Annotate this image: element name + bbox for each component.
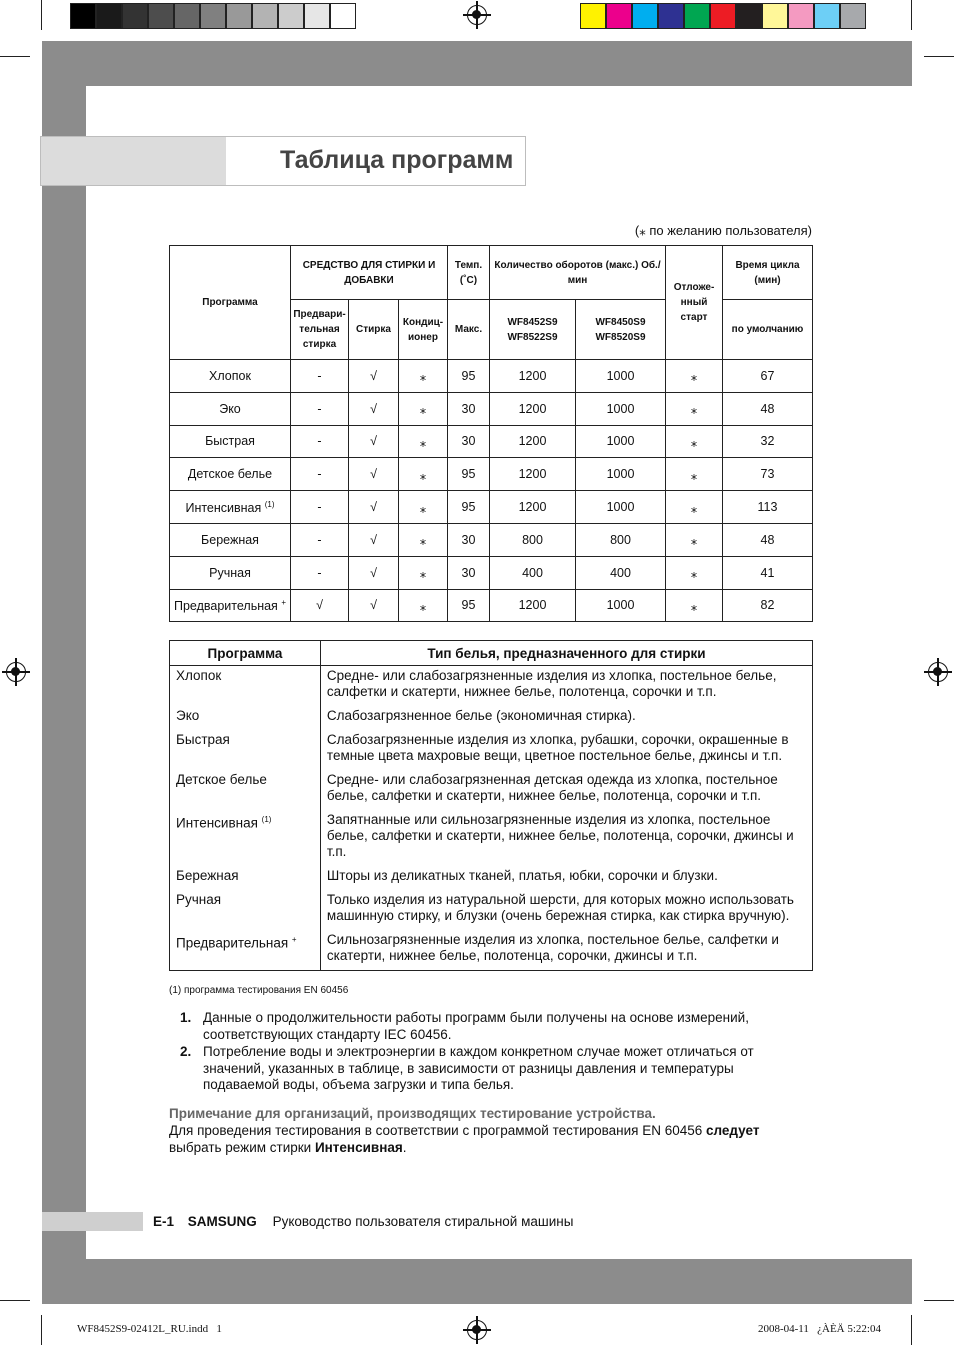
cell-program: Детское белье <box>170 458 291 491</box>
color-swatch <box>840 3 866 29</box>
gray-swatch <box>96 3 122 29</box>
cell-time: 32 <box>723 425 813 458</box>
cell-time: 113 <box>723 491 813 524</box>
color-swatch <box>736 3 762 29</box>
gray-swatch <box>200 3 226 29</box>
note-text: Данные о продолжительности работы программ были получены на основе измерений, соответствующих стандарту IEC 60456. <box>203 1010 749 1042</box>
cell-spin2: 1000 <box>576 589 666 622</box>
cell-program: Ручная <box>170 890 321 930</box>
cell-temp: 30 <box>448 425 490 458</box>
note-number: 1. <box>180 1010 192 1025</box>
header-cycle: Время цикла (мин) <box>723 246 813 300</box>
cell-program: Эко <box>170 706 321 730</box>
cell-wash: √ <box>349 523 399 556</box>
gray-swatch <box>226 3 252 29</box>
cell-wash: √ <box>349 360 399 393</box>
gray-swatch <box>330 3 356 29</box>
registration-mark-icon <box>928 662 948 682</box>
slug-left: WF8452S9-02412L_RU.indd 1 <box>77 1323 222 1335</box>
cell-cond: ⁎ <box>399 589 448 622</box>
cell-prewash: - <box>291 360 349 393</box>
title-box <box>40 136 526 186</box>
header-model-1: WF8452S9 WF8522S9 <box>490 300 576 360</box>
table-row <box>170 930 813 971</box>
header-laundry-type: Тип белья, предназначенного для стирки <box>320 641 812 666</box>
color-swatch <box>788 3 814 29</box>
cell-program: Ручная <box>170 556 291 589</box>
cell-prewash: - <box>291 458 349 491</box>
table-row <box>170 425 813 458</box>
color-swatch <box>606 3 632 29</box>
crop-mark <box>911 1315 912 1345</box>
table-row <box>170 458 813 491</box>
header-detergent: СРЕДСТВО ДЛЯ СТИРКИ И ДОБАВКИ <box>291 246 448 300</box>
cell-prewash: √ <box>291 589 349 622</box>
cell-spin2: 1000 <box>576 392 666 425</box>
cell-spin1: 400 <box>490 556 576 589</box>
title-box-shade <box>41 137 226 185</box>
cell-program: Предварительная + <box>170 589 291 622</box>
color-swatch <box>580 3 606 29</box>
cell-cond: ⁎ <box>399 556 448 589</box>
color-swatch <box>814 3 840 29</box>
cell-description: Только изделия из натуральной шерсти, для которых можно использовать машинную стирку, и блузки (очень бережная стирка, как стирка вручную). <box>320 890 812 930</box>
table-row <box>170 523 813 556</box>
header-delay: Отложе-нный старт <box>666 246 723 360</box>
cell-description: Средне- или слабозагрязненные изделия из хлопка, постельное белье, салфетки и скатерти, нижнее белье, полотенца, сорочки и т.п. <box>320 666 812 707</box>
cell-delay: ⁎ <box>666 491 723 524</box>
registration-mark-icon <box>467 5 487 25</box>
laundry-type-table <box>169 640 813 971</box>
cell-description: Шторы из деликатных тканей, платья, юбки, сорочки и блузки. <box>320 866 812 890</box>
crop-mark <box>0 1300 30 1301</box>
table-row <box>170 730 813 770</box>
note-number: 2. <box>180 1044 192 1059</box>
cell-cond: ⁎ <box>399 491 448 524</box>
cell-wash: √ <box>349 392 399 425</box>
program-table <box>169 245 813 622</box>
gray-swatch <box>252 3 278 29</box>
color-swatch <box>762 3 788 29</box>
color-swatch <box>658 3 684 29</box>
color-swatch <box>710 3 736 29</box>
footer-text: Руководство пользователя стиральной машины <box>272 1214 574 1229</box>
cell-program: Предварительная + <box>170 930 321 971</box>
cell-time: 67 <box>723 360 813 393</box>
cell-wash: √ <box>349 589 399 622</box>
footnote: (1) программа тестирования EN 60456 <box>169 985 349 996</box>
cell-delay: ⁎ <box>666 425 723 458</box>
header-default: по умолчанию <box>723 300 813 360</box>
cell-program: Быстрая <box>170 730 321 770</box>
cell-description: Слабозагрязненное белье (экономичная стирка). <box>320 706 812 730</box>
cell-time: 48 <box>723 392 813 425</box>
cell-delay: ⁎ <box>666 523 723 556</box>
crop-mark <box>0 56 30 57</box>
cell-description: Запятнанные или сильнозагрязненные изделия из хлопка, постельное белье, салфетки и скатерти, нижнее белье, полотенца, сорочки, джинсы и т.п. <box>320 810 812 866</box>
gray-swatch <box>174 3 200 29</box>
brand-name: SAMSUNG <box>187 1214 257 1229</box>
table-row <box>170 589 813 622</box>
cell-temp: 95 <box>448 458 490 491</box>
header-temp: Темп. (˚C) <box>448 246 490 300</box>
cell-temp: 30 <box>448 392 490 425</box>
slug-right: 2008-04-11 ¿ÀÈÄ 5:22:04 <box>757 1323 881 1335</box>
cell-spin1: 800 <box>490 523 576 556</box>
cell-temp: 30 <box>448 556 490 589</box>
gray-swatch <box>70 3 96 29</box>
cell-spin1: 1200 <box>490 458 576 491</box>
header-spin: Количество оборотов (макс.) Об./мин <box>490 246 666 300</box>
cell-temp: 95 <box>448 360 490 393</box>
registration-mark-icon <box>6 662 26 682</box>
cell-program: Бережная <box>170 523 291 556</box>
cell-prewash: - <box>291 425 349 458</box>
table-row <box>170 392 813 425</box>
registration-mark-icon <box>467 1320 487 1340</box>
cell-time: 82 <box>723 589 813 622</box>
cell-spin1: 1200 <box>490 491 576 524</box>
cell-spin1: 1200 <box>490 392 576 425</box>
cell-program: Хлопок <box>170 666 321 707</box>
crop-mark <box>41 0 42 30</box>
cell-delay: ⁎ <box>666 392 723 425</box>
cell-prewash: - <box>291 392 349 425</box>
header-prewash: Предвари-тельная стирка <box>291 300 349 360</box>
cell-description: Слабозагрязненные изделия из хлопка, рубашки, сорочки, окрашенные в темные цвета махровые вещи, цветное постельное белье, джинсы и т.п. <box>320 730 812 770</box>
cell-wash: √ <box>349 425 399 458</box>
table-row <box>170 866 813 890</box>
cell-spin2: 800 <box>576 523 666 556</box>
gray-swatch <box>304 3 330 29</box>
header-max: Макс. <box>448 300 490 360</box>
color-swatch <box>684 3 710 29</box>
header-program: Программа <box>170 641 321 666</box>
cell-spin2: 400 <box>576 556 666 589</box>
cell-time: 73 <box>723 458 813 491</box>
cell-cond: ⁎ <box>399 425 448 458</box>
table-row <box>170 706 813 730</box>
cell-spin1: 1200 <box>490 360 576 393</box>
table-row <box>170 666 813 707</box>
header-wash: Стирка <box>349 300 399 360</box>
cell-wash: √ <box>349 458 399 491</box>
gray-swatch <box>122 3 148 29</box>
remark-heading: Примечание для организаций, производящих тестирование устройства. <box>169 1106 656 1121</box>
cell-cond: ⁎ <box>399 458 448 491</box>
cell-temp: 30 <box>448 523 490 556</box>
crop-mark <box>924 1300 954 1301</box>
cell-program: Эко <box>170 392 291 425</box>
cell-delay: ⁎ <box>666 556 723 589</box>
gray-swatch <box>278 3 304 29</box>
table-row <box>170 491 813 524</box>
note-item <box>180 1044 790 1094</box>
cell-temp: 95 <box>448 491 490 524</box>
note-text: Потребление воды и электроэнергии в каждом конкретном случае может отличаться от значений, указанных в таблице, в зависимости от разницы давления и температуры подаваемой воды, объема загрузки и типа белья. <box>203 1044 754 1092</box>
page-number: E-1 <box>153 1214 175 1229</box>
cell-delay: ⁎ <box>666 458 723 491</box>
cell-spin2: 1000 <box>576 491 666 524</box>
note-item <box>180 1010 790 1043</box>
cell-time: 41 <box>723 556 813 589</box>
cell-spin1: 1200 <box>490 425 576 458</box>
cell-cond: ⁎ <box>399 392 448 425</box>
legend-note: (⁎ по желанию пользователя) <box>634 223 812 238</box>
crop-mark <box>41 1315 42 1345</box>
header-conditioner: Кондиц-ионер <box>399 300 448 360</box>
cell-spin2: 1000 <box>576 360 666 393</box>
cell-spin2: 1000 <box>576 425 666 458</box>
notes-list <box>180 1010 790 1094</box>
cell-description: Средне- или слабозагрязненная детская одежда из хлопка, постельное белье, салфетки и скатерти, нижнее белье, полотенца, сорочки и т.п. <box>320 770 812 810</box>
color-swatch <box>632 3 658 29</box>
table-row <box>170 556 813 589</box>
page-frame-left <box>42 41 86 1212</box>
page-frame-left-bottom <box>42 1231 86 1259</box>
page-footer-tab <box>42 1212 143 1231</box>
cell-wash: √ <box>349 491 399 524</box>
cell-program: Бережная <box>170 866 321 890</box>
page-frame-top <box>42 41 912 86</box>
table-row <box>170 360 813 393</box>
page-frame-bottom <box>42 1259 912 1304</box>
cell-prewash: - <box>291 491 349 524</box>
header-program: Программа <box>170 246 291 360</box>
table-row <box>170 770 813 810</box>
header-model-2: WF8450S9 WF8520S9 <box>576 300 666 360</box>
cell-spin1: 1200 <box>490 589 576 622</box>
cell-wash: √ <box>349 556 399 589</box>
table-row <box>170 810 813 866</box>
cell-description: Сильнозагрязненные изделия из хлопка, постельное белье, салфетки и скатерти, нижнее белье, полотенца, сорочки, джинсы и т.п. <box>320 930 812 971</box>
cell-delay: ⁎ <box>666 589 723 622</box>
cell-program: Быстрая <box>170 425 291 458</box>
crop-mark <box>924 56 954 57</box>
page-footer <box>153 1214 573 1229</box>
cell-program: Интенсивная $^{(1)}$ <box>170 810 321 866</box>
remark-line-2: выбрать режим стирки Интенсивная. <box>169 1140 407 1155</box>
gray-swatch <box>148 3 174 29</box>
cell-cond: ⁎ <box>399 523 448 556</box>
cell-cond: ⁎ <box>399 360 448 393</box>
cell-program: Интенсивная $^{(1)}$ <box>170 491 291 524</box>
page-title: Таблица программ <box>280 146 514 174</box>
cell-prewash: - <box>291 556 349 589</box>
cell-time: 48 <box>723 523 813 556</box>
testing-remark <box>169 1105 819 1156</box>
cell-spin2: 1000 <box>576 458 666 491</box>
cell-program: Хлопок <box>170 360 291 393</box>
cell-temp: 95 <box>448 589 490 622</box>
cell-program: Детское белье <box>170 770 321 810</box>
remark-line-1: Для проведения тестирования в соответствии с программой тестирования EN 60456 следует <box>169 1123 760 1138</box>
cell-delay: ⁎ <box>666 360 723 393</box>
crop-mark <box>911 0 912 30</box>
table-row <box>170 890 813 930</box>
cell-prewash: - <box>291 523 349 556</box>
